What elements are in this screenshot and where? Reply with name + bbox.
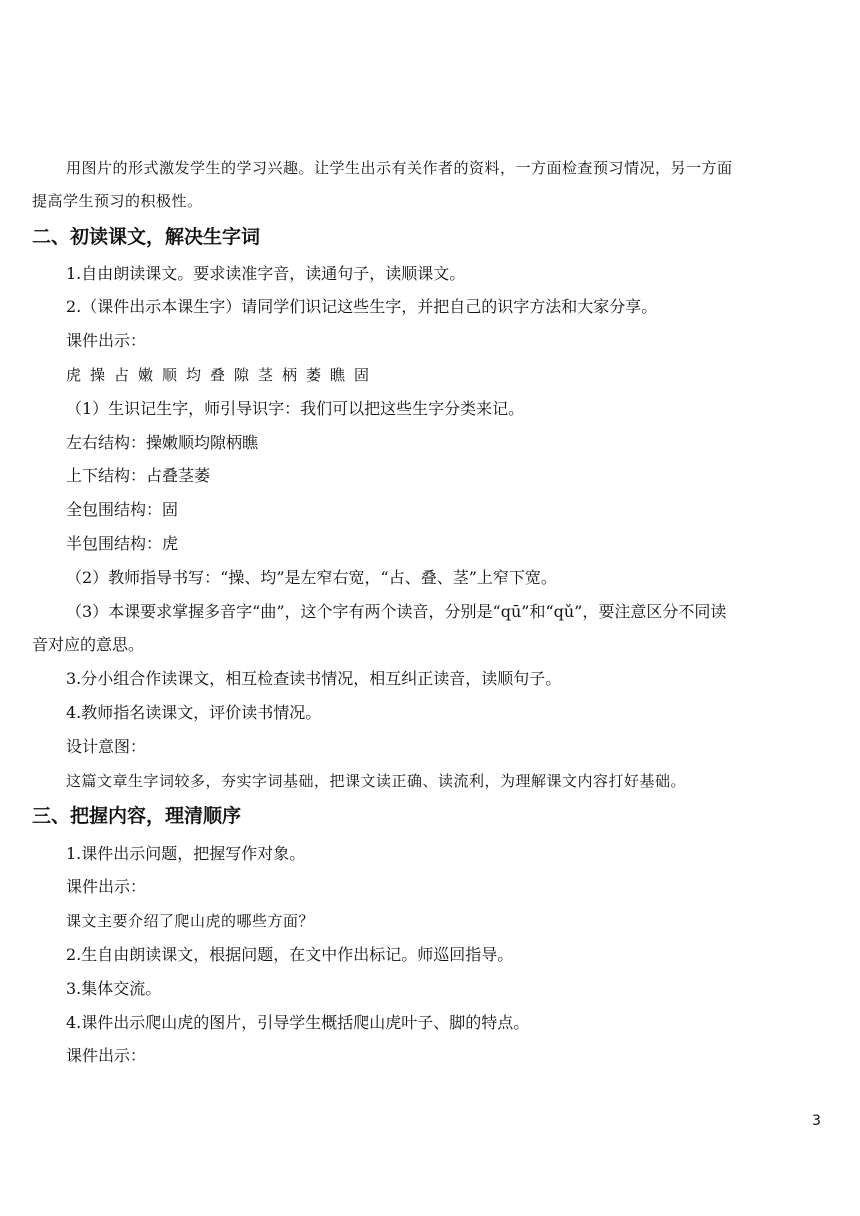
page-number: 3 xyxy=(812,1113,821,1129)
section-heading-3: 三、把握内容，理清顺序 xyxy=(32,805,242,827)
section-heading-2: 二、初读课文，解决生字词 xyxy=(32,226,261,248)
intro-line-1: 用图片的形式激发学生的学习兴趣。让学生出示有关作者的资料，一方面检查预习情况，另一方面 xyxy=(66,159,733,177)
s2-para-4: （2）教师指导书写：“操、均”是左窄右宽，“占、叠、茎”上窄下宽。 xyxy=(66,568,557,587)
s3-para-3: 3.集体交流。 xyxy=(66,979,162,998)
s2-design-text: 这篇文章生字词较多，夯实字词基础，把课文读正确、读流利，为理解课文内容打好基础。 xyxy=(66,772,687,790)
s2-half-enclosure: 半包围结构：虎 xyxy=(66,534,179,553)
s2-para-2: 2.（课件出示本课生字）请同学们识记这些生字，并把自己的识字方法和大家分享。 xyxy=(66,297,658,316)
s2-full-enclosure: 全包围结构：固 xyxy=(66,500,179,519)
s3-para-4: 4.课件出示爬山虎的图片，引导学生概括爬山虎叶子、脚的特点。 xyxy=(66,1013,530,1032)
s2-top-bottom-structure: 上下结构：占叠茎萎 xyxy=(66,466,211,485)
s2-design-label: 设计意图： xyxy=(66,737,147,756)
s2-para-3: （1）生识记生字，师引导识字：我们可以把这些生字分类来记。 xyxy=(66,399,525,418)
s2-courseware-label: 课件出示： xyxy=(66,331,147,350)
s3-courseware-label: 课件出示： xyxy=(66,877,147,896)
s2-para-5-line-2: 音对应的意思。 xyxy=(32,635,145,654)
s3-para-1: 1.课件出示问题，把握写作对象。 xyxy=(66,844,306,863)
s3-courseware-label-2: 课件出示： xyxy=(66,1046,147,1065)
s3-para-2: 2.生自由朗读课文，根据问题，在文中作出标记。师巡回指导。 xyxy=(66,945,514,964)
s2-new-characters: 虎操占嫩顺均叠隙茎柄萎瞧固 xyxy=(66,366,379,384)
s2-left-right-structure: 左右结构：操嫩顺均隙柄瞧 xyxy=(66,433,259,452)
s2-para-7: 4.教师指名读课文，评价读书情况。 xyxy=(66,703,322,722)
intro-line-2: 提高学生预习的积极性。 xyxy=(32,192,203,210)
s2-para-6: 3.分小组合作读课文，相互检查读书情况，相互纠正读音，读顺句子。 xyxy=(66,669,562,688)
s2-para-5-line-1: （3）本课要求掌握多音字“曲”，这个字有两个读音，分别是“qū”和“qǔ”，要注意区分不同读 xyxy=(66,602,727,621)
s3-question: 课文主要介绍了爬山虎的哪些方面？ xyxy=(66,912,315,930)
s2-para-1: 1.自由朗读课文。要求读准字音，读通句子，读顺课文。 xyxy=(66,264,466,283)
